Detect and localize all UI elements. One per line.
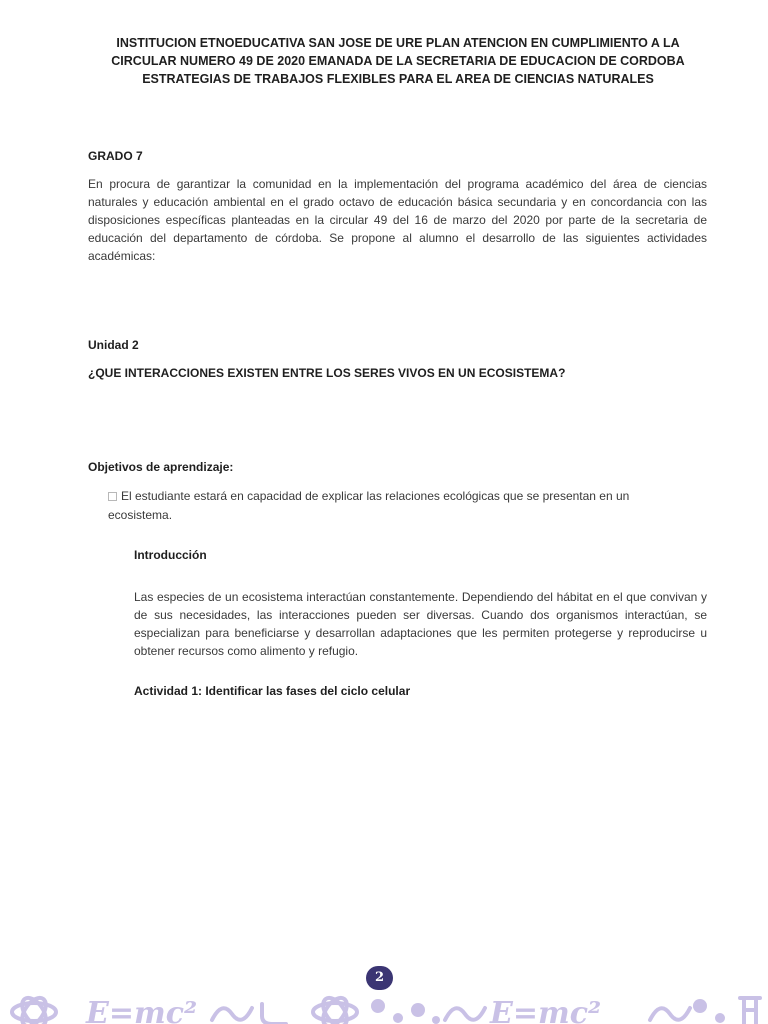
activity-heading: Actividad 1: Identificar las fases del ciclo celular bbox=[134, 684, 411, 698]
wave-icon-2 bbox=[445, 1008, 485, 1020]
grade-heading: GRADO 7 bbox=[88, 149, 143, 163]
bullet-box-icon bbox=[108, 492, 117, 501]
introduction-paragraph: Las especies de un ecosistema interactúan constantemente. Dependiendo del hábitat en el que convivan y de sus necesidades, las interacciones pueden ser diversas. Cuando dos organismos interactúan, se especializan para beneficiarse y desarrollan adaptaciones que les permiten protegerse y reproducirse u obtener recursos como alimento y refugio. bbox=[134, 590, 707, 658]
test-tube-icon bbox=[740, 998, 760, 1024]
formula-text-2: E=mc² bbox=[490, 996, 602, 1024]
page-number-badge: 2 bbox=[366, 966, 393, 990]
formula-text: E=mc² bbox=[86, 996, 198, 1024]
unit-question: ¿QUE INTERACCIONES EXISTEN ENTRE LOS SERES VIVOS EN UN ECOSISTEMA? bbox=[88, 366, 566, 380]
flask-icon bbox=[262, 1004, 286, 1024]
atom-icon-2 bbox=[313, 1003, 357, 1021]
science-doodles-icon bbox=[0, 990, 768, 1024]
wave-icon-3 bbox=[650, 1008, 690, 1020]
objective-text: El estudiante estará en capacidad de explicar las relaciones ecológicas que se presentan en un ecosistema. bbox=[108, 489, 630, 522]
introduction-heading: Introducción bbox=[134, 548, 207, 562]
objective-item bbox=[108, 487, 678, 525]
unit-heading: Unidad 2 bbox=[88, 338, 139, 352]
atom-icon bbox=[12, 1003, 56, 1021]
wave-icon bbox=[212, 1008, 252, 1020]
document-title: INSTITUCION ETNOEDUCATIVA SAN JOSE DE URE PLAN ATENCION EN CUMPLIMIENTO A LA CIRCULAR NUMERO 49 DE 2020 EMANADA DE LA SECRETARIA DE EDUCACION DE CORDOBA ESTRATEGIAS DE TRABAJOS FLEXIBLES PARA EL AREA DE CIENCIAS NATURALES bbox=[111, 36, 685, 86]
molecule-icon-2 bbox=[693, 999, 707, 1013]
molecule-icon bbox=[371, 999, 385, 1013]
intro-paragraph: En procura de garantizar la comunidad en la implementación del programa académico del área de ciencias naturales y educación ambiental en el grado octavo de educación básica secundaria y en concordancia con las disposiciones específicas planteadas en la circular 49 del 16 de marzo del 2020 por parte de la secretaria de educación del departamento de córdoba. Se propone al alumno el desarrollo de las siguientes actividades académicas: bbox=[88, 177, 707, 263]
objectives-heading: Objetivos de aprendizaje: bbox=[88, 460, 234, 474]
footer-decoration bbox=[0, 990, 768, 1024]
